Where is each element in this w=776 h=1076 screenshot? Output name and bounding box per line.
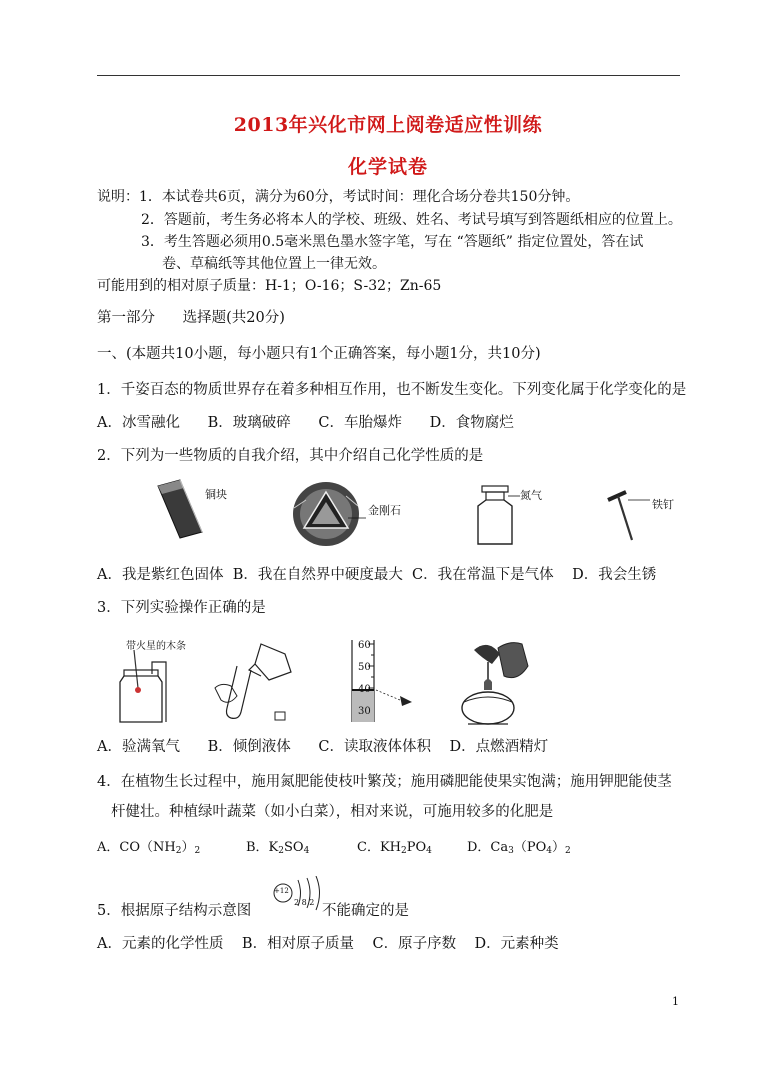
q2-options: A．我是紫红色固体 B．我在自然界中硬度最大 C．我在常温下是气体 D．我会生锈	[97, 567, 657, 583]
section-heading: 一、(本题共10小题，每小题只有1个正确答案，每小题1分，共10分)	[97, 346, 541, 362]
q5-stem-pre: 5．根据原子结构示意图	[97, 903, 252, 919]
atom-shells: 2 8 2	[294, 898, 315, 907]
q1-options: A．冰雪融化 B．玻璃破碎 C．车胎爆炸 D．食物腐烂	[97, 415, 514, 431]
nail-label: 铁钉	[652, 498, 674, 511]
q3-options: A．验满氧气 B．倾倒液体 C．读取液体体积 D．点燃酒精灯	[97, 739, 549, 755]
diamond-label: 金刚石	[368, 504, 401, 517]
note-1: 说明：1．本试卷共6页，满分为60分，考试时间：理化合场分卷共150分钟。	[97, 189, 580, 205]
q4-option-c: C．$KH_2PO_4$	[357, 840, 432, 856]
q4-option-d: D．$Ca_3(PO_4)_2$	[467, 840, 571, 856]
read-volume-figure	[332, 638, 427, 724]
scale-40: 40	[358, 684, 371, 695]
copper-block-figure	[150, 478, 210, 540]
light-lamp-figure	[448, 636, 538, 728]
pour-liquid-figure	[205, 640, 300, 726]
splint-label: 带火星的木条	[126, 641, 186, 652]
exam-subtitle: 化学试卷	[347, 156, 428, 178]
scale-60: 60	[358, 640, 371, 651]
atom-structure-diagram	[272, 876, 324, 914]
q4-option-b: B．$K_2SO_4$	[246, 840, 310, 856]
q2-stem: 2．下列为一些物质的自我介绍，其中介绍自己化学性质的是	[97, 448, 484, 464]
copper-label: 铜块	[205, 488, 227, 501]
q4-option-a: A．$CO(NH_2)_2$	[97, 840, 201, 856]
note-3b: 卷、草稿纸等其他位置上一律无效。	[162, 256, 386, 272]
scale-50: 50	[358, 662, 371, 673]
part1-heading: 第一部分 选择题(共20分)	[97, 310, 285, 326]
exam-title: 2013年兴化市网上阅卷适应性训练	[233, 114, 543, 136]
q5-options: A．元素的化学性质 B．相对原子质量 C．原子序数 D．元素种类	[97, 936, 559, 952]
nitrogen-label: 氮气	[520, 489, 542, 502]
q4-stem-1: 4．在植物生长过程中，施用氮肥能使枝叶繁茂；施用磷肥能使果实饱满；施用钾肥能使茎	[97, 774, 672, 790]
atom-nucleus: +12	[274, 887, 289, 895]
scale-30: 30	[358, 706, 371, 717]
note-2: 2．答题前，考生务必将本人的学校、班级、姓名、考试号填写到答题纸相应的位置上。	[141, 212, 682, 228]
oxygen-test-figure	[112, 648, 172, 726]
q5-stem-post: 不能确定的是	[322, 903, 409, 919]
q3-stem: 3．下列实验操作正确的是	[97, 600, 266, 616]
diamond-figure	[288, 478, 366, 550]
q1-stem: 1．千姿百态的物质世界存在着多种相互作用，也不断发生变化。下列变化属于化学变化的是	[97, 382, 687, 398]
q4-stem-2: 杆健壮。种植绿叶蔬菜（如小白菜），相对来说，可施用较多的化肥是	[111, 804, 554, 820]
nitrogen-bottle-figure	[470, 484, 520, 548]
atomic-masses: 可能用到的相对原子质量：H-1；O-16；S-32；Zn-65	[97, 278, 442, 294]
note-3a: 3．考生答题必须用0.5毫米黑色墨水签字笔，写在 “答题纸” 指定位置处，答在试	[141, 234, 644, 250]
iron-nail-figure	[604, 486, 654, 544]
page-number: 1	[672, 995, 679, 1008]
header-rule	[97, 75, 680, 76]
